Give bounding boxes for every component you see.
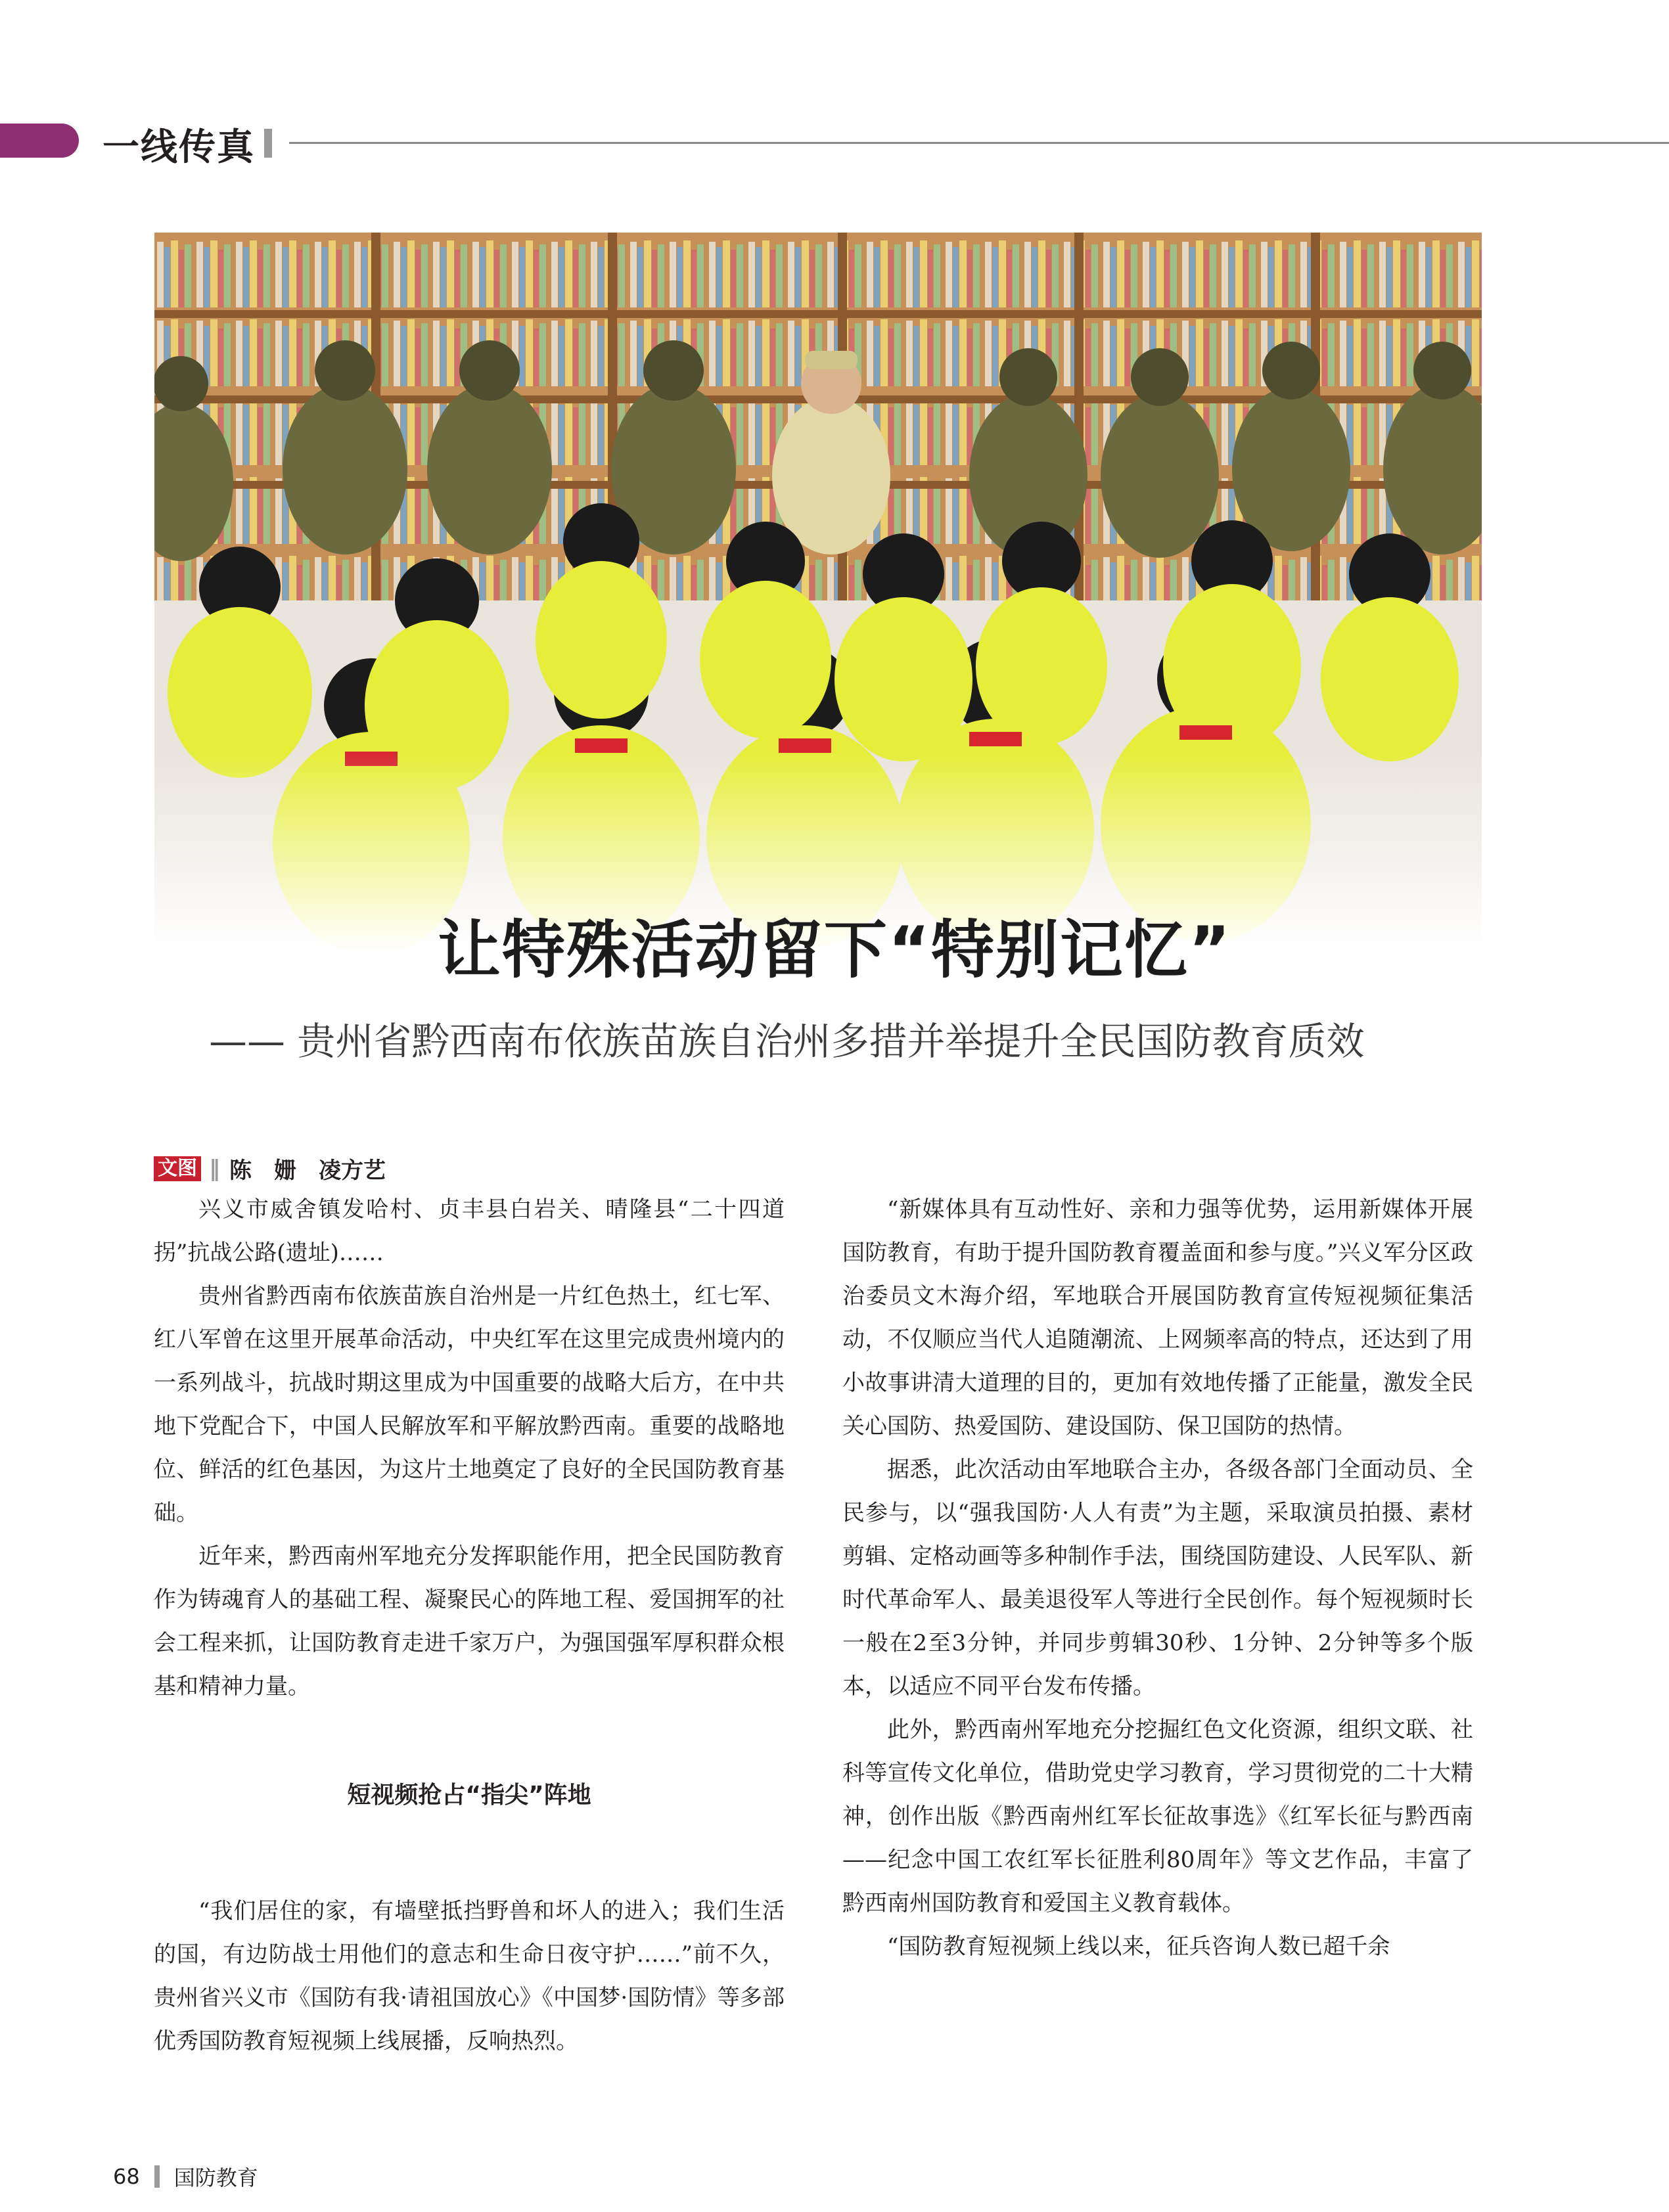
paragraph: “国防教育短视频上线以来，征兵咨询人数已超千余 [887, 1933, 1390, 1960]
paragraph: 兴义市威舍镇发哈村、贞丰县白岩关、晴隆县“二十四道拐”抗战公路(遗址)…… [154, 1196, 785, 1266]
article-subtitle: —— 贵州省黔西南布依族苗族自治州多措并举提升全民国防教育质效 [209, 1019, 1365, 1064]
paragraph: 据悉，此次活动由军地联合主办，各级各部门全面动员、全民参与，以“强我国防·人人有责”为主题，采取演员拍摄、素材剪辑、定格动画等多种制作手法，围绕国防建设、人民军队、新时代革命军人、最美退役军人等进行全民创作。每个短视频时长一般在2至3分钟，并同步剪辑30秒、1分钟、2分钟等多个版本，以适应不同平台发布传播。 [842, 1456, 1473, 1700]
byline-tag: 文图 [154, 1156, 201, 1181]
magazine-name: 国防教育 [173, 2165, 258, 2190]
paragraph: 此外，黔西南州军地充分挖掘红色文化资源，组织文联、社科等宣传文化单位，借助党史学习教育，学习贯彻党的二十大精神，创作出版《黔西南州红军长征故事选》《红军长征与黔西南——纪念中国工农红军长征胜利80周年》等文艺作品，丰富了黔西南州国防教育和爱国主义教育载体。 [842, 1717, 1473, 1916]
right-column [842, 1188, 1473, 1968]
byline [154, 1152, 386, 1185]
paragraph: 近年来，黔西南州军地充分发挥职能作用，把全民国防教育作为铸魂育人的基础工程、凝聚民心的阵地工程、爱国拥军的社会工程来抓，让国防教育走进千家万户，为强国强军厚积群众根基和精神力量。 [154, 1543, 785, 1700]
section-heading: 短视频抢占“指尖”阵地 [347, 1782, 591, 1809]
paragraph: “我们居住的家，有墙壁抵挡野兽和坏人的进入；我们生活的国，有边防战士用他们的意志和生命日夜守护……”前不久，贵州省兴义市《国防有我·请祖国放心》《中国梦·国防情》等多部优秀国防教育短视频上线展播，反响热烈。 [154, 1898, 785, 2054]
paragraph: “新媒体具有互动性好、亲和力强等优势，运用新媒体开展国防教育，有助于提升国防教育覆盖面和参与度。”兴义军分区政治委员文木海介绍，军地联合开展国防教育宣传短视频征集活动，不仅顺应当代人追随潮流、上网频率高的特点，还达到了用小故事讲清大道理的目的，更加有效地传播了正能量，激发全民关心国防、热爱国防、建设国防、保卫国防的热情。 [842, 1196, 1473, 1439]
byline-separator: ‖ [209, 1155, 220, 1182]
left-column [154, 1188, 785, 2063]
section-title-bar [264, 129, 272, 158]
header-rule [289, 142, 1669, 144]
page-footer [113, 2161, 258, 2192]
article-title: 让特殊活动留下“特别记忆” [437, 913, 1232, 987]
page-number: 68 [113, 2164, 140, 2189]
section-tab-marker [0, 124, 79, 158]
article-photo [154, 233, 1482, 953]
footer-separator [154, 2165, 160, 2188]
byline-authors: 陈 姗 凌方艺 [229, 1158, 386, 1184]
section-title: 一线传真 [103, 126, 255, 169]
paragraph: 贵州省黔西南布依族苗族自治州是一片红色热土，红七军、红八军曾在这里开展革命活动，中央红军在这里完成贵州境内的一系列战斗，抗战时期这里成为中国重要的战略大后方，在中共地下党配合下，中国人民解放军和平解放黔西南。重要的战略地位、鲜活的红色基因，为这片土地奠定了良好的全民国防教育基础。 [154, 1283, 785, 1526]
